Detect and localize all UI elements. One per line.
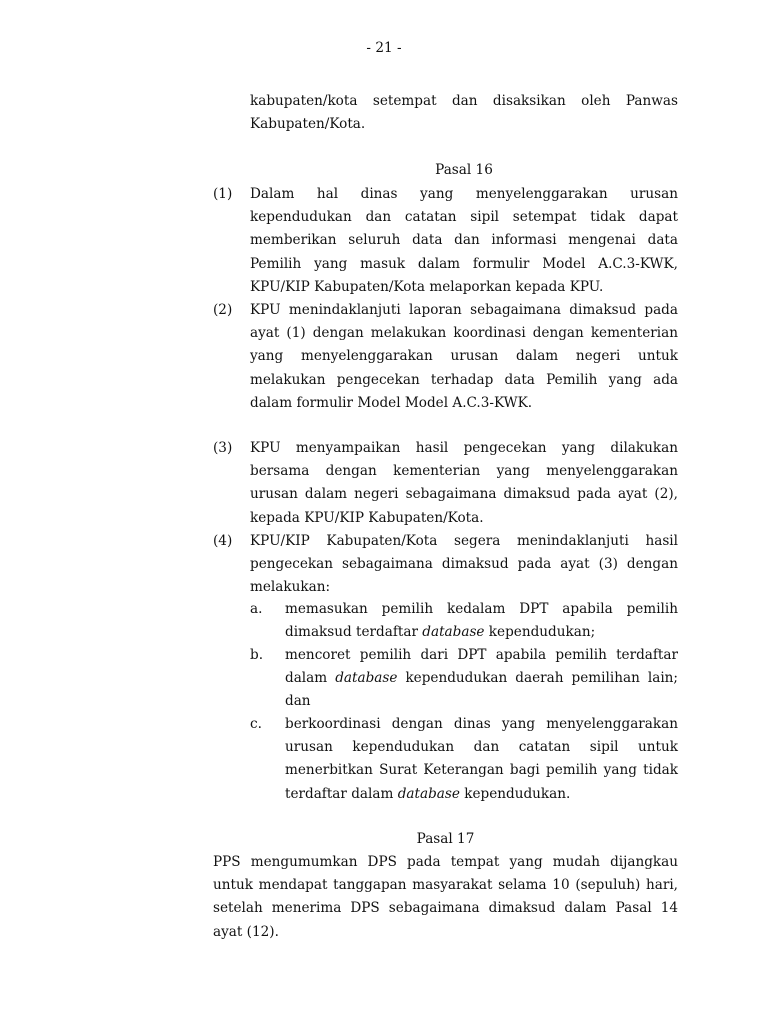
pasal-16-heading: Pasal 16 <box>435 162 493 178</box>
huruf-c-text: berkoordinasi dengan dinas yang menyelenggarakan urusan kependudukan dan catatan sipil untuk menerbitkan Surat Keterangan bagi pemilih yang tidak terdaftar dalam database kependudukan. <box>285 716 678 802</box>
ayat-3-text: KPU menyampaikan hasil pengecekan yang dilakukan bersama dengan kementerian yang menyelenggarakan urusan dalam negeri sebagaimana dimaksud pada ayat (2), kepada KPU/KIP Kabupaten/Kota. <box>250 440 678 526</box>
ayat-3-number: (3) <box>213 440 233 456</box>
ayat-1-text: Dalam hal dinas yang menyelenggarakan urusan kependudukan dan catatan sipil setempat tidak dapat memberikan seluruh data dan informasi mengenai data Pemilih yang masuk dalam formulir Model A.C.3-KWK, KPU/KIP Kabupaten/Kota melaporkan kepada KPU. <box>250 186 678 295</box>
ayat-4-number: (4) <box>213 533 233 549</box>
pasal-17-text: PPS mengumumkan DPS pada tempat yang mudah dijangkau untuk mendapat tanggapan masyarakat selama 10 (sepuluh) hari, setelah menerima DPS sebagaimana dimaksud dalam Pasal 14 ayat (12). <box>213 854 678 940</box>
huruf-b-text: mencoret pemilih dari DPT apabila pemilih terdaftar dalam database kependudukan daerah pemilihan lain; dan <box>285 647 678 710</box>
continuation-paragraph: kabupaten/kota setempat dan disaksikan oleh Panwas Kabupaten/Kota. <box>250 93 678 133</box>
ayat-4-text: KPU/KIP Kabupaten/Kota segera menindaklanjuti hasil pengecekan sebagaimana dimaksud pada ayat (3) dengan melakukan: <box>250 533 678 596</box>
ayat-1-number: (1) <box>213 186 233 202</box>
huruf-c-letter: c. <box>250 716 262 732</box>
page-number: - 21 - <box>366 40 402 56</box>
huruf-a-text: memasukan pemilih kedalam DPT apabila pemilih dimaksud terdaftar database kependudukan; <box>285 601 678 641</box>
ayat-2-number: (2) <box>213 302 233 318</box>
italic-term: database <box>422 624 485 641</box>
pasal-17-heading: Pasal 17 <box>416 831 475 847</box>
italic-term: database <box>335 670 398 687</box>
italic-term: database <box>397 785 460 802</box>
huruf-b-letter: b. <box>250 647 264 663</box>
huruf-a-letter: a. <box>250 601 263 617</box>
ayat-2-text: KPU menindaklanjuti laporan sebagaimana dimaksud pada ayat (1) dengan melakukan koordinasi dengan kementerian yang menyelenggarakan urusan dalam negeri untuk melakukan pengecekan terhadap data Pemilih yang ada dalam formulir Model Model A.C.3-KWK. <box>250 302 678 411</box>
